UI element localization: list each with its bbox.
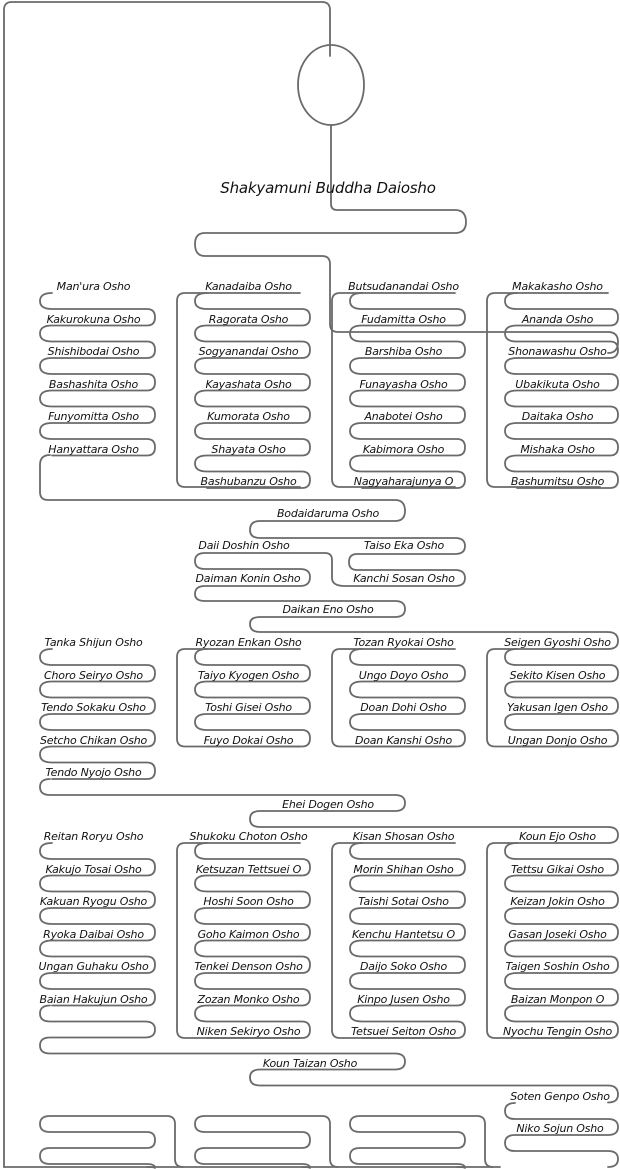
lineage-name: Kenchu Hantetsu O xyxy=(352,927,455,941)
lineage-name: Kakurokuna Osho xyxy=(46,312,141,326)
lineage-name: Hoshi Soon Osho xyxy=(203,895,294,908)
lineage-name: Man'ura Osho xyxy=(56,280,131,293)
lineage-name: Baizan Monpon O xyxy=(510,992,605,1006)
lineage-name: Kakujo Tosai Osho xyxy=(45,862,142,876)
lineage-name: Doan Dohi Osho xyxy=(360,701,447,714)
lineage-name: Bashashita Osho xyxy=(48,377,139,391)
lineage-name: Kabimora Osho xyxy=(362,442,445,456)
lineage-name: Ungan Donjo Osho xyxy=(507,733,608,747)
lineage-name: Tendo Sokaku Osho xyxy=(41,701,146,714)
lineage-name: Bashubanzu Osho xyxy=(200,475,297,488)
lineage-name: Barshiba Osho xyxy=(364,345,443,358)
lineage-name: Ubakikuta Osho xyxy=(515,377,600,391)
lineage-name: Ehei Dogen Osho xyxy=(282,798,374,811)
serpentine-d xyxy=(505,649,618,747)
lineage-name: Niken Sekiryo Osho xyxy=(196,1025,301,1038)
lineage-name: Bashumitsu Osho xyxy=(510,475,605,488)
lineage-name: Kisan Shosan Osho xyxy=(352,830,455,843)
lineage-name: Butsudanandai Osho xyxy=(348,280,459,293)
lineage-name: Daii Doshin Osho xyxy=(198,539,290,552)
lineage-name: Ragorata Osho xyxy=(208,312,289,326)
lineage-name: Yakusan Igen Osho xyxy=(507,701,608,714)
lineage-name: Shishibodai Osho xyxy=(47,345,140,358)
lineage-name: Reitan Roryu Osho xyxy=(43,830,144,843)
lineage-name: Seigen Gyoshi Osho xyxy=(504,636,611,649)
lineage-name: Shakyamuni Buddha Daiosho xyxy=(220,179,436,197)
lineage-name: Tendo Nyojo Osho xyxy=(45,766,142,779)
lineage-name: Ungan Guhaku Osho xyxy=(38,960,149,973)
lineage-name: Kumorata Osho xyxy=(207,410,290,423)
lineage-name: Soten Genpo Osho xyxy=(510,1090,610,1103)
lineage-name: Tetsuei Seiton Osho xyxy=(350,1025,457,1038)
lineage-name: Toshi Gisei Osho xyxy=(205,701,292,714)
lineage-name: Choro Seiryo Osho xyxy=(44,668,143,682)
lineage-name: Sogyanandai Osho xyxy=(198,345,299,358)
lineage-name: Funyomitta Osho xyxy=(48,410,139,423)
lineage-name: Fuyo Dokai Osho xyxy=(203,733,294,747)
lineage-name: Goho Kaimon Osho xyxy=(197,927,300,941)
lineage-name: Daitaka Osho xyxy=(521,410,594,423)
koun-connector xyxy=(40,1006,618,1103)
lineage-name: Taiyo Kyogen Osho xyxy=(197,668,300,682)
lineage-name: Tettsu Gikai Osho xyxy=(511,862,604,876)
lineage-name: Taiso Eka Osho xyxy=(363,539,445,552)
lineage-name: Ryoka Daibai Osho xyxy=(43,927,144,941)
empty-serpentine-2 xyxy=(350,1116,493,1168)
lineage-name: Keizan Jokin Osho xyxy=(510,895,605,908)
lineage-name: Gasan Joseki Osho xyxy=(508,927,607,941)
lineage-name: Shonawashu Osho xyxy=(508,345,607,358)
lineage-name: Daiman Konin Osho xyxy=(195,572,301,585)
lineage-name: Sekito Kisen Osho xyxy=(509,668,606,682)
lineage-name: Hanyattara Osho xyxy=(48,442,139,456)
lineage-name: Koun Taizan Osho xyxy=(262,1056,358,1070)
lineage-name: Kakuan Ryogu Osho xyxy=(39,895,148,908)
serpentine-b xyxy=(195,649,310,747)
lineage-name: Daikan Eno Osho xyxy=(282,603,374,616)
lineage-name: Shayata Osho xyxy=(211,442,286,456)
lineage-name: Nyochu Tengin Osho xyxy=(502,1025,613,1038)
serpentine-c xyxy=(350,649,465,747)
buddha-circle xyxy=(298,45,364,125)
lineage-name: Ananda Osho xyxy=(521,312,594,326)
lineage-name: Kayashata Osho xyxy=(205,377,292,391)
lineage-name: Doan Kanshi Osho xyxy=(354,733,453,747)
lineage-name: Ketsuzan Tettsuei O xyxy=(195,862,302,876)
lineage-name: Taishi Sotai Osho xyxy=(358,895,449,908)
lineage-name: Tozan Ryokai Osho xyxy=(353,636,454,649)
lineage-name: Bodaidaruma Osho xyxy=(276,507,380,520)
empty-serpentine-0 xyxy=(40,1116,183,1168)
lineage-name: Koun Ejo Osho xyxy=(519,830,596,843)
lineage-name: Setcho Chikan Osho xyxy=(39,733,148,747)
lineage-name: Kanadaiba Osho xyxy=(205,280,292,293)
lineage-name: Makakasho Osho xyxy=(512,280,603,293)
lineage-name: Niko Sojun Osho xyxy=(516,1122,604,1135)
lineage-name: Daijo Soko Osho xyxy=(360,960,447,973)
lineage-name: Nagyaharajunya O xyxy=(353,475,454,488)
serpentine-d xyxy=(505,1103,618,1167)
lineage-name: Kinpo Jusen Osho xyxy=(357,992,450,1006)
lineage-name: Shukoku Choton Osho xyxy=(189,830,308,843)
lineage-name: Funayasha Osho xyxy=(359,377,448,391)
lineage-name: Anabotei Osho xyxy=(364,410,443,423)
lineage-name: Ungo Doyo Osho xyxy=(358,668,449,682)
lineage-name: Taigen Soshin Osho xyxy=(505,960,610,973)
lineage-name: Tenkei Denson Osho xyxy=(194,960,303,973)
lineage-name: Fudamitta Osho xyxy=(361,312,446,326)
lineage-name: Ryozan Enkan Osho xyxy=(195,636,302,649)
lineage-name: Zozan Monko Osho xyxy=(197,992,300,1006)
lineage-name: Baian Hakujun Osho xyxy=(39,992,148,1006)
lineage-name: Kanchi Sosan Osho xyxy=(353,572,455,585)
lineage-name: Morin Shihan Osho xyxy=(353,862,454,876)
empty-serpentine-1 xyxy=(195,1116,338,1168)
lineage-name: Tanka Shijun Osho xyxy=(44,636,143,649)
lineage-name: Mishaka Osho xyxy=(520,442,595,456)
